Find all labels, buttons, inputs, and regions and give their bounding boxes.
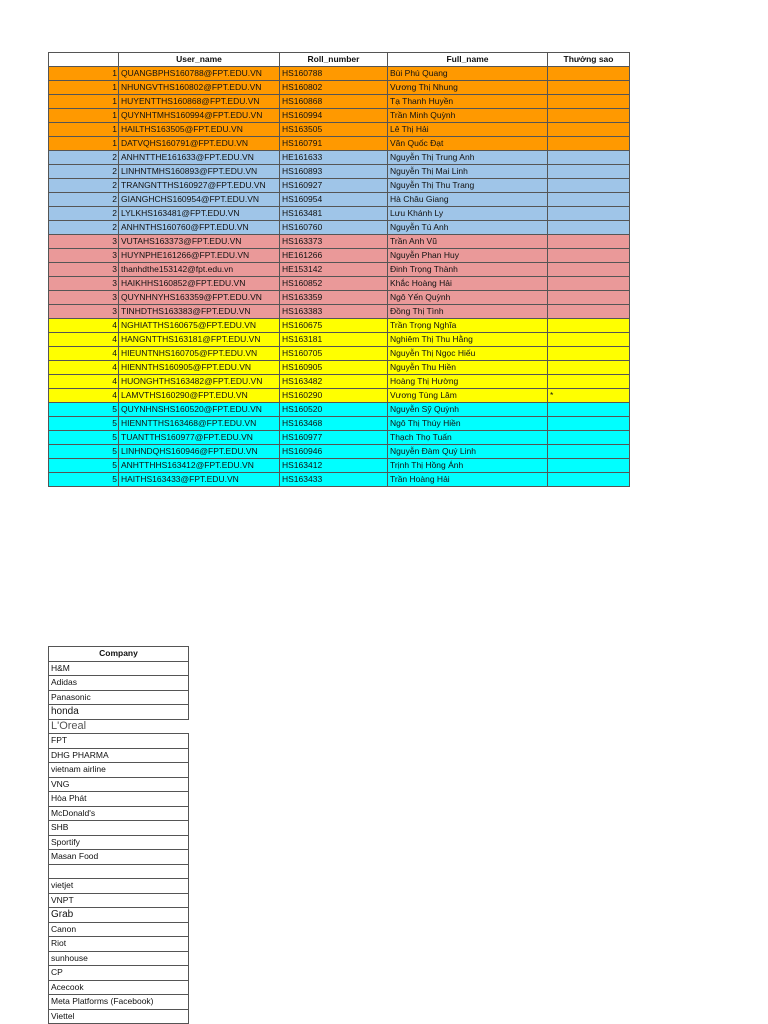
cell-company[interactable]: Canon [49, 922, 189, 937]
cell-company[interactable]: FPT [49, 734, 189, 749]
cell-company[interactable]: VNPT [49, 893, 189, 908]
cell-user-name[interactable]: ANHNTHS160760@FPT.EDU.VN [119, 221, 280, 235]
table-row [49, 235, 630, 249]
cell-star-reward[interactable] [548, 151, 630, 165]
cell-company[interactable]: Riot [49, 937, 189, 952]
cell-user-name[interactable]: LAMVTHS160290@FPT.EDU.VN [119, 389, 280, 403]
cell-star-reward[interactable] [548, 375, 630, 389]
cell-user-name[interactable]: QUANGBPHS160788@FPT.EDU.VN [119, 67, 280, 81]
cell-group[interactable]: 5 [49, 417, 119, 431]
cell-roll-number[interactable]: HS160868 [280, 95, 388, 109]
cell-group[interactable]: 1 [49, 67, 119, 81]
cell-star-reward[interactable] [548, 165, 630, 179]
table-row [49, 417, 630, 431]
cell-group[interactable]: 1 [49, 137, 119, 151]
cell-star-reward[interactable] [548, 291, 630, 305]
cell-roll-number[interactable]: HS160675 [280, 319, 388, 333]
student-table [48, 52, 630, 487]
cell-roll-number[interactable]: HE161633 [280, 151, 388, 165]
cell-star-reward[interactable] [548, 263, 630, 277]
cell-full-name[interactable]: Tạ Thanh Huyền [388, 95, 548, 109]
cell-group[interactable]: 3 [49, 291, 119, 305]
cell-star-reward[interactable] [548, 95, 630, 109]
cell-full-name[interactable]: Lê Thị Hải [388, 123, 548, 137]
table-row [49, 95, 630, 109]
cell-roll-number[interactable]: HS163481 [280, 207, 388, 221]
table-row [49, 249, 630, 263]
cell-group[interactable]: 3 [49, 235, 119, 249]
header-group[interactable] [49, 53, 119, 67]
cell-company[interactable] [49, 864, 189, 879]
list-item [49, 937, 189, 952]
cell-company[interactable]: H&M [49, 661, 189, 676]
cell-star-reward[interactable] [548, 109, 630, 123]
company-rows [49, 661, 189, 1024]
cell-full-name[interactable]: Đồng Thị Tình [388, 305, 548, 319]
cell-user-name[interactable]: HIENNTTHS163468@FPT.EDU.VN [119, 417, 280, 431]
cell-group[interactable]: 4 [49, 389, 119, 403]
cell-star-reward[interactable] [548, 123, 630, 137]
cell-roll-number[interactable]: HS163373 [280, 235, 388, 249]
list-item [49, 719, 189, 734]
cell-company[interactable]: sunhouse [49, 951, 189, 966]
cell-star-reward[interactable] [548, 319, 630, 333]
cell-group[interactable]: 2 [49, 151, 119, 165]
cell-group[interactable]: 1 [49, 123, 119, 137]
cell-roll-number[interactable]: HS160802 [280, 81, 388, 95]
header-company[interactable]: Company [49, 647, 189, 662]
cell-user-name[interactable]: ANHNTTHE161633@FPT.EDU.VN [119, 151, 280, 165]
cell-star-reward[interactable] [548, 207, 630, 221]
cell-group[interactable]: 5 [49, 473, 119, 487]
student-header-row [49, 53, 630, 67]
table-row [49, 319, 630, 333]
cell-company[interactable]: vietjet [49, 879, 189, 894]
table-row [49, 445, 630, 459]
cell-roll-number[interactable]: HS160520 [280, 403, 388, 417]
cell-user-name[interactable]: ANHTTHHS163412@FPT.EDU.VN [119, 459, 280, 473]
cell-roll-number[interactable]: HS163181 [280, 333, 388, 347]
table-row [49, 67, 630, 81]
cell-roll-number[interactable]: HS160946 [280, 445, 388, 459]
list-item [49, 748, 189, 763]
cell-full-name[interactable]: Vương Tùng Lâm [388, 389, 548, 403]
cell-group[interactable]: 2 [49, 207, 119, 221]
list-item [49, 821, 189, 836]
cell-group[interactable]: 3 [49, 249, 119, 263]
cell-roll-number[interactable]: HS163359 [280, 291, 388, 305]
table-row [49, 221, 630, 235]
cell-user-name[interactable]: HIENNTHS160905@FPT.EDU.VN [119, 361, 280, 375]
cell-group[interactable]: 1 [49, 81, 119, 95]
cell-roll-number[interactable]: HS160927 [280, 179, 388, 193]
cell-star-reward[interactable] [548, 417, 630, 431]
cell-full-name[interactable]: Nguyễn Thị Mai Linh [388, 165, 548, 179]
cell-group[interactable]: 2 [49, 193, 119, 207]
cell-star-reward[interactable] [548, 473, 630, 487]
cell-star-reward[interactable] [548, 179, 630, 193]
cell-roll-number[interactable]: HS160852 [280, 277, 388, 291]
cell-group[interactable]: 2 [49, 221, 119, 235]
cell-full-name[interactable]: Hoàng Thị Hường [388, 375, 548, 389]
cell-group[interactable]: 3 [49, 263, 119, 277]
cell-roll-number[interactable]: HS163412 [280, 459, 388, 473]
table-row [49, 305, 630, 319]
cell-group[interactable]: 4 [49, 333, 119, 347]
cell-user-name[interactable]: TINHDTHS163383@FPT.EDU.VN [119, 305, 280, 319]
cell-full-name[interactable]: Lưu Khánh Ly [388, 207, 548, 221]
cell-group[interactable]: 5 [49, 445, 119, 459]
cell-star-reward[interactable] [548, 361, 630, 375]
cell-group[interactable]: 5 [49, 459, 119, 473]
cell-roll-number[interactable]: HS160290 [280, 389, 388, 403]
cell-full-name[interactable]: Nghiêm Thị Thu Hằng [388, 333, 548, 347]
student-rows [49, 67, 630, 487]
cell-user-name[interactable]: QUYNHTMHS160994@FPT.EDU.VN [119, 109, 280, 123]
cell-company[interactable]: Acecook [49, 980, 189, 995]
cell-full-name[interactable]: Nguyễn Phan Huy [388, 249, 548, 263]
cell-star-reward[interactable] [548, 459, 630, 473]
list-item [49, 1009, 189, 1024]
cell-star-reward[interactable] [548, 193, 630, 207]
cell-user-name[interactable]: LINHNDQHS160946@FPT.EDU.VN [119, 445, 280, 459]
cell-roll-number[interactable]: HE161266 [280, 249, 388, 263]
cell-company[interactable]: honda [49, 705, 189, 720]
table-row [49, 431, 630, 445]
cell-company[interactable]: Panasonic [49, 690, 189, 705]
list-item [49, 966, 189, 981]
header-roll-number[interactable]: Roll_number [280, 53, 388, 67]
cell-full-name[interactable]: Trịnh Thị Hồng Ánh [388, 459, 548, 473]
cell-roll-number[interactable]: HS160977 [280, 431, 388, 445]
cell-full-name[interactable]: Bùi Phú Quang [388, 67, 548, 81]
cell-user-name[interactable]: HANGNTTHS163181@FPT.EDU.VN [119, 333, 280, 347]
cell-company[interactable]: Meta Platforms (Facebook) [49, 995, 189, 1010]
cell-user-name[interactable]: thanhdthe153142@fpt.edu.vn [119, 263, 280, 277]
cell-full-name[interactable]: Nguyễn Sỹ Quỳnh [388, 403, 548, 417]
cell-roll-number[interactable]: HS160994 [280, 109, 388, 123]
list-item [49, 806, 189, 821]
cell-company[interactable]: Masan Food [49, 850, 189, 865]
list-item [49, 734, 189, 749]
cell-full-name[interactable]: Thạch Thọ Tuấn [388, 431, 548, 445]
cell-full-name[interactable]: Nguyễn Thị Trung Anh [388, 151, 548, 165]
cell-user-name[interactable]: LYLKHS163481@FPT.EDU.VN [119, 207, 280, 221]
cell-user-name[interactable]: QUYNHNYHS163359@FPT.EDU.VN [119, 291, 280, 305]
cell-company[interactable]: Viettel [49, 1009, 189, 1024]
cell-user-name[interactable]: LINHNTMHS160893@FPT.EDU.VN [119, 165, 280, 179]
cell-full-name[interactable]: Nguyễn Đàm Quý Linh [388, 445, 548, 459]
cell-star-reward[interactable] [548, 81, 630, 95]
table-row [49, 81, 630, 95]
cell-star-reward[interactable] [548, 67, 630, 81]
cell-company[interactable]: CP [49, 966, 189, 981]
cell-company[interactable]: Grab [49, 908, 189, 923]
list-item [49, 835, 189, 850]
cell-user-name[interactable]: HIEUNTNHS160705@FPT.EDU.VN [119, 347, 280, 361]
header-user-name[interactable]: User_name [119, 53, 280, 67]
list-item [49, 951, 189, 966]
cell-user-name[interactable]: HUYENTTHS160868@FPT.EDU.VN [119, 95, 280, 109]
cell-group[interactable]: 4 [49, 361, 119, 375]
cell-user-name[interactable]: QUYNHNSHS160520@FPT.EDU.VN [119, 403, 280, 417]
cell-user-name[interactable]: VUTAHS163373@FPT.EDU.VN [119, 235, 280, 249]
cell-user-name[interactable]: NHUNGVTHS160802@FPT.EDU.VN [119, 81, 280, 95]
table-row [49, 333, 630, 347]
list-item [49, 995, 189, 1010]
cell-star-reward[interactable] [548, 403, 630, 417]
table-row [49, 151, 630, 165]
cell-full-name[interactable]: Trần Anh Vũ [388, 235, 548, 249]
cell-user-name[interactable]: HAIKHHS160852@FPT.EDU.VN [119, 277, 280, 291]
table-row [49, 137, 630, 151]
cell-star-reward[interactable] [548, 221, 630, 235]
table-row [49, 207, 630, 221]
cell-full-name[interactable]: Nguyễn Tú Anh [388, 221, 548, 235]
table-row [49, 347, 630, 361]
list-item [49, 908, 189, 923]
table-row [49, 291, 630, 305]
list-item [49, 864, 189, 879]
cell-roll-number[interactable]: HE153142 [280, 263, 388, 277]
table-row [49, 403, 630, 417]
cell-user-name[interactable]: HAILTHS163505@FPT.EDU.VN [119, 123, 280, 137]
cell-star-reward[interactable] [548, 333, 630, 347]
cell-roll-number[interactable]: HS160905 [280, 361, 388, 375]
cell-full-name[interactable]: Ngô Yến Quỳnh [388, 291, 548, 305]
cell-group[interactable]: 4 [49, 347, 119, 361]
cell-group[interactable]: 2 [49, 165, 119, 179]
cell-star-reward[interactable] [548, 431, 630, 445]
cell-full-name[interactable]: Nguyễn Thu Hiền [388, 361, 548, 375]
cell-company[interactable]: Adidas [49, 676, 189, 691]
cell-full-name[interactable]: Trần Minh Quỳnh [388, 109, 548, 123]
cell-company[interactable]: Sportify [49, 835, 189, 850]
cell-group[interactable]: 3 [49, 277, 119, 291]
cell-group[interactable]: 3 [49, 305, 119, 319]
cell-group[interactable]: 5 [49, 403, 119, 417]
cell-roll-number[interactable]: HS160893 [280, 165, 388, 179]
table-row [49, 123, 630, 137]
cell-user-name[interactable]: TRANGNTTHS160927@FPT.EDU.VN [119, 179, 280, 193]
cell-roll-number[interactable]: HS163468 [280, 417, 388, 431]
table-row [49, 193, 630, 207]
table-row [49, 389, 630, 403]
cell-roll-number[interactable]: HS163482 [280, 375, 388, 389]
header-star-reward[interactable]: Thưởng sao [548, 53, 630, 67]
cell-company[interactable]: DHG PHARMA [49, 748, 189, 763]
cell-group[interactable]: 4 [49, 319, 119, 333]
cell-full-name[interactable]: Khắc Hoàng Hải [388, 277, 548, 291]
cell-user-name[interactable]: NGHIATTHS160675@FPT.EDU.VN [119, 319, 280, 333]
table-row [49, 459, 630, 473]
cell-full-name[interactable]: Trần Hoàng Hải [388, 473, 548, 487]
table-row [49, 473, 630, 487]
list-item [49, 879, 189, 894]
cell-star-reward[interactable] [548, 249, 630, 263]
company-header-row [49, 647, 189, 662]
cell-group[interactable]: 1 [49, 109, 119, 123]
company-table [48, 646, 189, 1024]
cell-full-name[interactable]: Văn Quốc Đạt [388, 137, 548, 151]
cell-user-name[interactable]: HUYNPHE161266@FPT.EDU.VN [119, 249, 280, 263]
cell-company[interactable]: VNG [49, 777, 189, 792]
cell-roll-number[interactable]: HS160705 [280, 347, 388, 361]
cell-user-name[interactable]: GIANGHCHS160954@FPT.EDU.VN [119, 193, 280, 207]
cell-full-name[interactable]: Hà Châu Giang [388, 193, 548, 207]
list-item [49, 777, 189, 792]
cell-user-name[interactable]: HUONGHTHS163482@FPT.EDU.VN [119, 375, 280, 389]
cell-company[interactable]: SHB [49, 821, 189, 836]
list-item [49, 676, 189, 691]
list-item [49, 763, 189, 778]
table-row [49, 375, 630, 389]
cell-company[interactable]: McDonald's [49, 806, 189, 821]
cell-group[interactable]: 5 [49, 431, 119, 445]
table-row [49, 165, 630, 179]
list-item [49, 922, 189, 937]
list-item [49, 850, 189, 865]
cell-star-reward[interactable] [548, 305, 630, 319]
cell-roll-number[interactable]: HS160760 [280, 221, 388, 235]
header-full-name[interactable]: Full_name [388, 53, 548, 67]
cell-group[interactable]: 2 [49, 179, 119, 193]
cell-user-name[interactable]: HAITHS163433@FPT.EDU.VN [119, 473, 280, 487]
list-item [49, 980, 189, 995]
cell-roll-number[interactable]: HS163433 [280, 473, 388, 487]
list-item [49, 690, 189, 705]
cell-star-reward[interactable]: * [548, 389, 630, 403]
list-item [49, 893, 189, 908]
list-item [49, 661, 189, 676]
cell-star-reward[interactable] [548, 445, 630, 459]
table-row [49, 109, 630, 123]
cell-roll-number[interactable]: HS163505 [280, 123, 388, 137]
cell-roll-number[interactable]: HS160791 [280, 137, 388, 151]
cell-full-name[interactable]: Nguyễn Thị Ngọc Hiếu [388, 347, 548, 361]
cell-star-reward[interactable] [548, 137, 630, 151]
cell-full-name[interactable]: Nguyễn Thị Thu Trang [388, 179, 548, 193]
table-row [49, 263, 630, 277]
list-item [49, 705, 189, 720]
cell-roll-number[interactable]: HS160954 [280, 193, 388, 207]
cell-star-reward[interactable] [548, 277, 630, 291]
cell-full-name[interactable]: Đinh Trọng Thành [388, 263, 548, 277]
cell-user-name[interactable]: DATVQHS160791@FPT.EDU.VN [119, 137, 280, 151]
cell-user-name[interactable]: TUANTTHS160977@FPT.EDU.VN [119, 431, 280, 445]
table-row [49, 277, 630, 291]
cell-roll-number[interactable]: HS160788 [280, 67, 388, 81]
cell-company[interactable]: L'Oreal [49, 719, 189, 734]
cell-group[interactable]: 4 [49, 375, 119, 389]
cell-full-name[interactable]: Trần Trọng Nghĩa [388, 319, 548, 333]
table-row [49, 361, 630, 375]
cell-full-name[interactable]: Vương Thị Nhung [388, 81, 548, 95]
cell-company[interactable]: vietnam airline [49, 763, 189, 778]
cell-company[interactable]: Hòa Phát [49, 792, 189, 807]
cell-full-name[interactable]: Ngô Thị Thúy Hiền [388, 417, 548, 431]
cell-roll-number[interactable]: HS163383 [280, 305, 388, 319]
table-row [49, 179, 630, 193]
cell-star-reward[interactable] [548, 235, 630, 249]
list-item [49, 792, 189, 807]
cell-star-reward[interactable] [548, 347, 630, 361]
cell-group[interactable]: 1 [49, 95, 119, 109]
